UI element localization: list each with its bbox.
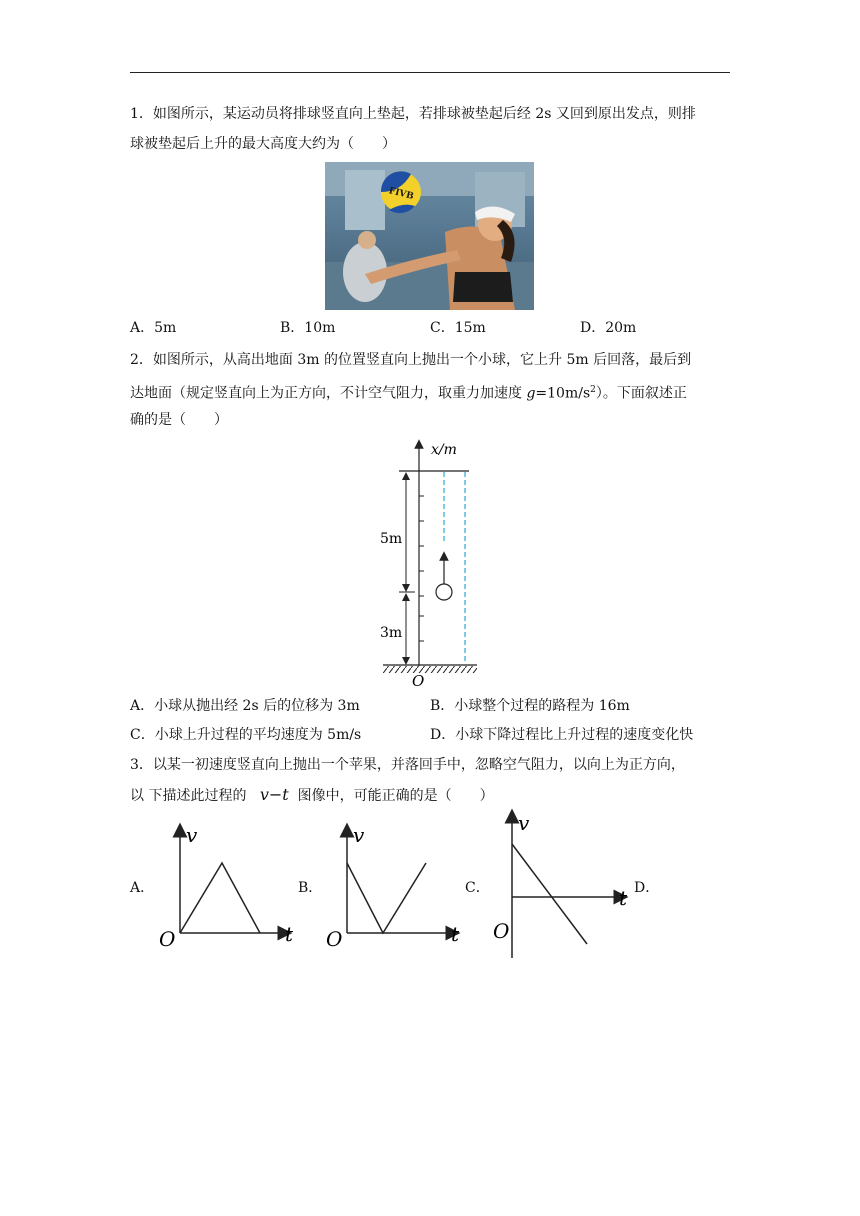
q3-option-c-label[interactable]: C．: [465, 880, 490, 896]
ball-logo-text: FIVB: [387, 186, 415, 202]
q3-text-line2: 以 下描述此过程的 v−t 图像中，可能正确的是（ ）: [130, 785, 494, 804]
origin-label: O: [412, 672, 425, 688]
svg-text:v: v: [186, 823, 198, 847]
q2-option-a[interactable]: A．小球从抛出经 2s 后的位移为 3m: [130, 698, 360, 714]
height-3m-label: 3m: [380, 625, 403, 641]
svg-text:t: t: [285, 922, 294, 946]
q1-option-a[interactable]: A．5m: [130, 320, 177, 336]
q1-option-b[interactable]: B．10m: [280, 320, 336, 336]
svg-text:t: t: [451, 922, 460, 946]
q1-text-line2: 球被垫起后上升的最大高度大约为（ ）: [130, 136, 396, 152]
q3-graph-b[interactable]: [323, 820, 468, 950]
q3-text-line1: 3．以某一初速度竖直向上抛出一个苹果，并落回手中，忽略空气阻力，以向上为正方向，: [130, 757, 685, 773]
svg-text:O: O: [493, 919, 510, 943]
q2-text-line1: 2．如图所示，从高出地面 3m 的位置竖直向上抛出一个小球，它上升 5m 后回落，最后到: [130, 352, 692, 368]
header-rule: [130, 72, 730, 73]
q2-position-diagram: [375, 436, 485, 688]
ground-hatch: [383, 666, 477, 673]
q2-option-d[interactable]: D．小球下降过程比上升过程的速度变化快: [430, 727, 694, 743]
x-axis-label: x/m: [431, 442, 457, 458]
q2-text-line3: 确的是（ ）: [130, 412, 228, 428]
svg-text:v: v: [353, 823, 365, 847]
q2-text-line2: 达地面（规定竖直向上为正方向，不计空气阻力，取重力加速度 $g=10m/s^2$）。下面叙述正: [130, 385, 687, 402]
volleyball-photo: [325, 162, 534, 310]
q3-option-a-label[interactable]: A．: [130, 880, 155, 896]
q1-option-c[interactable]: C．15m: [430, 320, 486, 336]
q3-graph-c[interactable]: [488, 808, 638, 963]
svg-text:O: O: [159, 927, 176, 950]
q1-option-d[interactable]: D．20m: [580, 320, 637, 336]
height-5m-label: 5m: [380, 531, 403, 547]
q3-option-b-label[interactable]: B．: [298, 880, 323, 896]
graph-a-curve: [180, 863, 260, 933]
svg-text:v: v: [518, 811, 530, 835]
q2-option-b[interactable]: B．小球整个过程的路程为 16m: [430, 698, 630, 714]
ball-icon: [436, 584, 452, 600]
graph-c-curve: [512, 844, 587, 944]
q1-text-line1: 1．如图所示，某运动员将排球竖直向上垫起，若排球被垫起后经 2s 又回到原出发点，则排: [130, 106, 696, 122]
q3-option-d-label[interactable]: D．: [634, 880, 660, 896]
q3-graph-a[interactable]: [155, 820, 300, 950]
graph-b-curve: [347, 863, 426, 933]
svg-text:t: t: [619, 886, 628, 910]
svg-text:O: O: [326, 927, 343, 950]
q2-option-c[interactable]: C．小球上升过程的平均速度为 5m/s: [130, 727, 362, 743]
